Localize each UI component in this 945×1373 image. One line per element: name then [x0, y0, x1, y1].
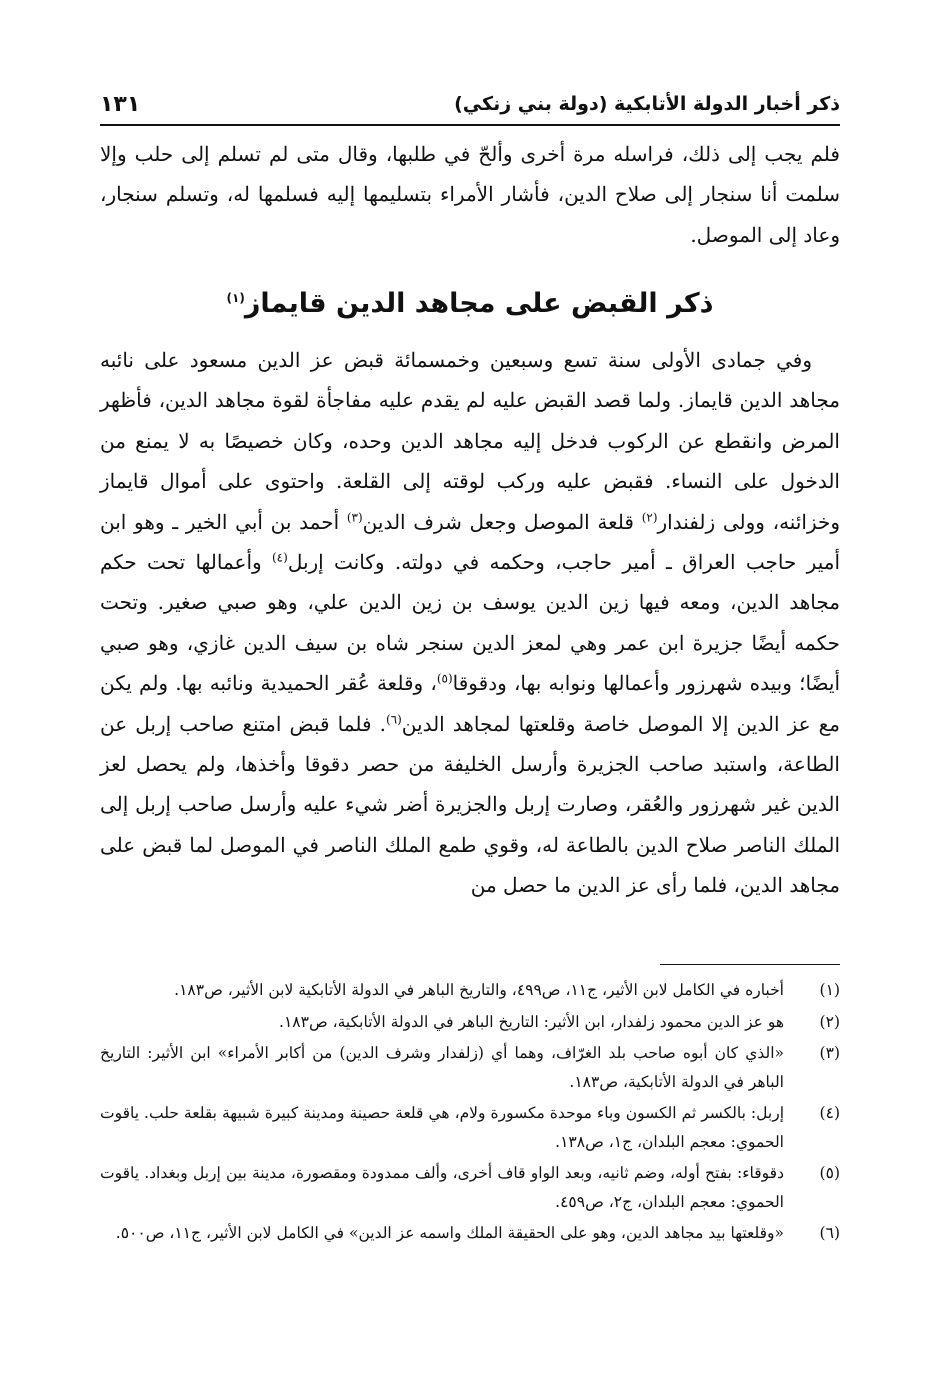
paragraph-main-part-1: وفي جمادى الأولى سنة تسع وسبعين وخمسمائة قبض عز الدين مسعود على نائبه مجاهد الدين قايماز. ولما قصد القبض عليه لم يقدم عليه مفاجأة لقوة مجاهد الدين، فأظهر المرض وانقطع عن الركوب فدخل إليه مجاهد الدين وحده، وكان خصيصًا به لا يمنع من الدخول على النساء. فقبض عليه وركب لوقته إلى القلعة. واحتوى على أموال قايماز وخزائنه، وولى زلفندار	[100, 348, 841, 534]
footnote-ref-2: (٢)	[641, 509, 658, 524]
footnote-item	[100, 1008, 840, 1037]
footnote-text: أخباره في الكامل لابن الأثير، ج١١، ص٤٩٩، والتاريخ الباهر في الدولة الأتابكية لابن الأثير، ص١٨٣.	[174, 981, 784, 999]
running-header	[100, 84, 840, 126]
footnote-ref-5: (٥)	[436, 671, 453, 686]
footnote-item	[100, 1099, 840, 1156]
footnote-text: إربل: بالكسر ثم الكسون وباء موحدة مكسورة ولام، هي قلعة حصينة ومدينة كبيرة شبيهة بقلعة حلب. ياقوت الحموي: معجم البلدان، ج١، ص١٣٨.	[100, 1104, 784, 1151]
section-heading-text: ذكر القبض على مجاهد الدين قايماز	[244, 288, 714, 319]
footnote-item	[100, 976, 840, 1005]
paragraph-main-part-6: . فلما قبض امتنع صاحب إربل عن الطاعة، واستبد صاحب الجزيرة وأرسل الخليفة من حصر دقوقا وأخذها، ولم يحصل لعز الدين غير شهرزور والعُقر، وصارت إربل والجزيرة أضر شيء عليه وأرسل صاحب إربل إلى الملك الناصر صلاح الدين بالطاعة له، وقوي طمع الملك الناصر في الموصل لما قبض على مجاهد الدين، فلما رأى عز الدين ما حصل من	[100, 711, 840, 898]
footnote-text: هو عز الدين محمود زلفدار، ابن الأثير: التاريخ الباهر في الدولة الأتابكية، ص١٨٣.	[279, 1012, 784, 1031]
footnotes-list	[100, 976, 840, 1251]
footnote-separator	[660, 964, 840, 965]
paragraph-main-part-4: وأعمالها تحت حكم مجاهد الدين، ومعه فيها زين الدين يوسف بن زين الدين علي، وهو صبي صغير. وتحت حكمه أيضًا جزيرة ابن عمر وهي لمعز الدين سنجر شاه بن سيف الدين غازي، وهو صبي أيضًا؛ وبيده شهرزور وأعمالها ونوابه بها، ودقوقا	[100, 550, 841, 696]
footnote-item	[100, 1159, 840, 1216]
footnote-ref-4: (٤)	[271, 550, 288, 565]
paragraph-main-part-3: أحمد بن أبي الخير ـ وهو ابن أمير حاجب العراق ـ أمير حاجب، وحكمه في دولته. وكانت إربل	[100, 509, 840, 575]
paragraph-main	[100, 340, 840, 906]
footnote-number: (٥)	[819, 1164, 840, 1182]
page-number: ١٣١	[100, 91, 141, 117]
paragraph-continuation: فلم يجب إلى ذلك، فراسله مرة أخرى وألحّ في طلبها، وقال متى لم تسلم إلى حلب وإلا سلمت أنا سنجار إلى صلاح الدين، فأشار الأمراء بتسليمها إليه فسلمها له، وتسلم سنجار، وعاد إلى الموصل.	[100, 142, 840, 247]
footnote-text: دقوقاء: بفتح أوله، وضم ثانيه، وبعد الواو قاف أخرى، وألف ممدودة ومقصورة، مدينة بين إربل وبغداد. ياقوت الحموي: معجم البلدان، ج٢، ص٤٥٩.	[100, 1164, 784, 1211]
header-title: ذكر أخبار الدولة الأتابكية (دولة بني زنكي)	[454, 93, 840, 115]
footnote-number: (٣)	[819, 1044, 840, 1062]
footnote-number: (١)	[819, 981, 840, 999]
footnote-number: (٦)	[819, 1224, 840, 1242]
footnote-text: «الذي كان أبوه صاحب بلد الغرّاف، وهما أي (زلفدار وشرف الدين) من أكابر الأمراء» ابن الأثير: التاريخ الباهر في الدولة الأتابكية، ص١٨٣.	[100, 1044, 784, 1091]
paragraph-main-part-5: ، وقلعة عُقر الحميدية ونائبه بها. ولم يكن مع عز الدين إلا الموصل خاصة وقلعتها لمجاهد الدين	[100, 671, 840, 736]
footnote-item	[100, 1219, 840, 1248]
footnote-ref-6: (٦)	[385, 712, 402, 726]
footnote-ref-1: (١)	[226, 291, 245, 305]
footnote-number: (٤)	[819, 1104, 840, 1122]
footnote-ref-3: (٣)	[346, 509, 363, 524]
section-heading	[100, 280, 840, 328]
footnote-number: (٢)	[819, 1012, 840, 1031]
footnote-item	[100, 1039, 840, 1096]
paragraph-main-part-2: قلعة الموصل وجعل شرف الدين	[362, 509, 642, 534]
footnote-text: «وقلعتها بيد مجاهد الدين، وهو على الحقيقة الملك واسمه عز الدين» في الكامل لابن الأثير، ج١١، ص٥٠٠.	[115, 1224, 784, 1242]
